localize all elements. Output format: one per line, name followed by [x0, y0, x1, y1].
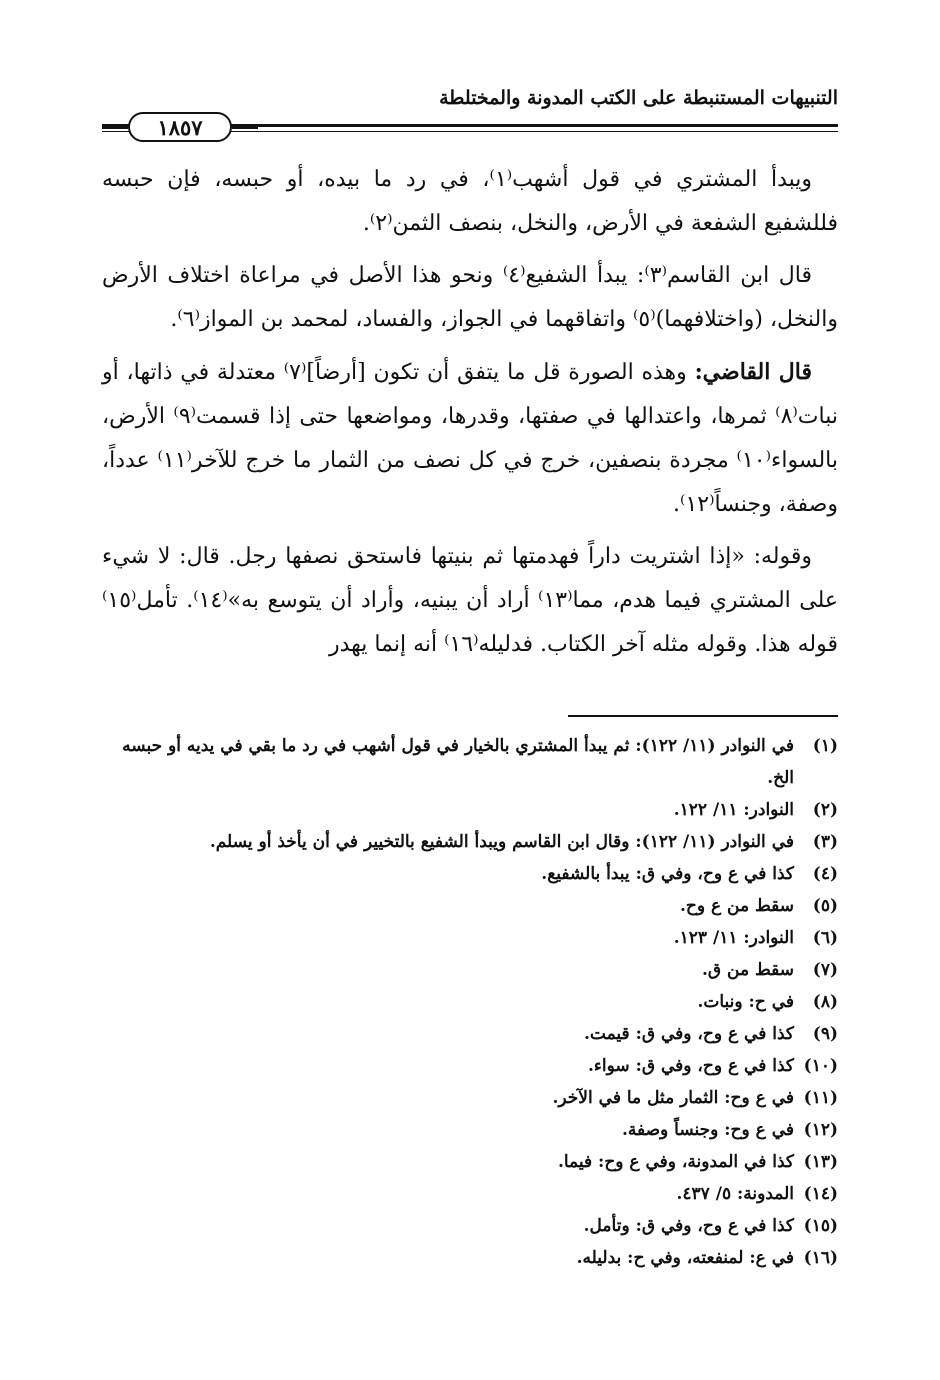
footnote-text: المدونة: ٥/ ٤٣٧.	[676, 1184, 794, 1204]
footnote-text: سقط من ع وح.	[679, 896, 794, 916]
footnote-16	[102, 1242, 838, 1274]
page-number: ١٨٥٧	[128, 112, 232, 142]
footnote-1	[102, 730, 838, 794]
footnote-text: كذا في ع وح، وفي ق: وتأمل.	[583, 1216, 794, 1236]
footnote-number: (٥)	[812, 896, 838, 916]
running-title: التنبيهات المستنبطة على الكتب المدونة والمختلطة	[439, 87, 838, 109]
footnote-text: سقط من ق.	[702, 960, 794, 980]
footnote-5	[102, 890, 838, 922]
footnote-15	[102, 1210, 838, 1242]
footnote-13	[102, 1146, 838, 1178]
footnote-text: كذا في ع وح، وفي ق: قيمت.	[583, 1024, 794, 1044]
footnote-7	[102, 954, 838, 986]
footnote-10	[102, 1050, 838, 1082]
paragraph-1	[102, 158, 838, 246]
footnote-number: (١٦)	[803, 1248, 838, 1268]
footnote-11	[102, 1082, 838, 1114]
footnote-text: في ع وح: وجنساً وصفة.	[621, 1120, 794, 1140]
footnote-6	[102, 922, 838, 954]
footnote-text: في النوادر (١١/ ١٢٢): وقال ابن القاسم ويبدأ الشفيع بالتخيير في أن يأخذ أو يسلم.	[209, 832, 794, 852]
footnote-number: (١٥)	[803, 1216, 838, 1236]
footnote-text: في ع: لمنفعته، وفي ح: بدليله.	[576, 1248, 794, 1268]
paragraph-4	[102, 535, 838, 667]
footnote-number: (٤)	[812, 864, 838, 884]
paragraph-text: قال ابن القاسم⁽٣⁾: يبدأ الشفيع⁽٤⁾ ونحو هذا الأصل في مراعاة اختلاف الأرض والنخل، (واختلافهما)⁽٥⁾ واتفاقهما في الجواز، والفساد، لمحمد بن المواز⁽٦⁾.	[102, 263, 838, 332]
footnote-text: في ح: ونبات.	[697, 992, 794, 1012]
footnote-text: في النوادر (١١/ ١٢٢): ثم يبدأ المشتري بالخيار في قول أشهب في رد ما بقي في يديه أو حبسه الخ.	[122, 736, 794, 788]
footnote-number: (١)	[812, 736, 838, 756]
footnote-9	[102, 1018, 838, 1050]
footnote-number: (٦)	[812, 928, 838, 948]
footnote-number: (١٤)	[803, 1184, 838, 1204]
footnote-4	[102, 858, 838, 890]
footnote-text: النوادر: ١١/ ١٢٢.	[673, 800, 794, 820]
footnote-number: (٢)	[812, 800, 838, 820]
footnote-number: (٣)	[812, 832, 838, 852]
main-text	[102, 158, 838, 675]
paragraph-text: ويبدأ المشتري في قول أشهب⁽١⁾، في رد ما بيده، أو حبسه، فإن حبسه فللشفيع الشفعة في الأرض، والنخل، بنصف الثمن⁽٢⁾.	[102, 167, 838, 236]
paragraph-2	[102, 254, 838, 342]
footnote-12	[102, 1114, 838, 1146]
footnote-number: (١٢)	[803, 1120, 838, 1140]
footnote-text: كذا في ع وح، وفي ق: سواء.	[588, 1056, 794, 1076]
footnote-number: (١١)	[803, 1088, 838, 1108]
footnote-number: (٧)	[812, 960, 838, 980]
footnote-3	[102, 826, 838, 858]
footnote-text: النوادر: ١١/ ١٢٣.	[673, 928, 794, 948]
footnote-text: كذا في المدونة، وفي ع وح: فيما.	[557, 1152, 794, 1172]
footnote-number: (١٠)	[803, 1056, 838, 1076]
footnote-8	[102, 986, 838, 1018]
footnote-14	[102, 1178, 838, 1210]
footnote-number: (١٣)	[803, 1152, 838, 1172]
footnote-text: كذا في ع وح، وفي ق: يبدأ بالشفيع.	[541, 864, 794, 884]
paragraph-3	[102, 350, 838, 527]
footnote-number: (٩)	[812, 1024, 838, 1044]
footnotes-list	[102, 730, 838, 1274]
footnote-text: في ع وح: الثمار مثل ما في الآخر.	[552, 1088, 794, 1108]
footnote-separator	[568, 715, 838, 717]
footnote-number: (٨)	[812, 992, 838, 1012]
paragraph-text: وهذه الصورة قل ما يتفق أن تكون [أرضاً]⁽٧⁾ معتدلة في ذاتها، أو نبات⁽٨⁾ ثمرها، واعتدالها في صفتها، وقدرها، ومواضعها حتى إذا قسمت⁽٩⁾ الأرض، بالسواء⁽١٠⁾ مجردة بنصفين، خرج في كل نصف من الثمار ما خرج للآخر⁽١١⁾ عدداً، وصفة، وجنساً⁽١٢⁾.	[102, 360, 838, 517]
footnote-2	[102, 794, 838, 826]
paragraph-text: وقوله: «إذا اشتريت داراً فهدمتها ثم بنيتها فاستحق نصفها رجل. قال: لا شيء على المشتري فيما هدم، مما⁽١٣⁾ أراد أن يبنيه، وأراد أن يتوسع به»⁽١٤⁾. تأمل⁽١٥⁾ قوله هذا. وقوله مثله آخر الكتاب. فدليله⁽١٦⁾ أنه إنما يهدر	[102, 544, 838, 657]
speaker-label: قال القاضي:	[694, 359, 812, 385]
